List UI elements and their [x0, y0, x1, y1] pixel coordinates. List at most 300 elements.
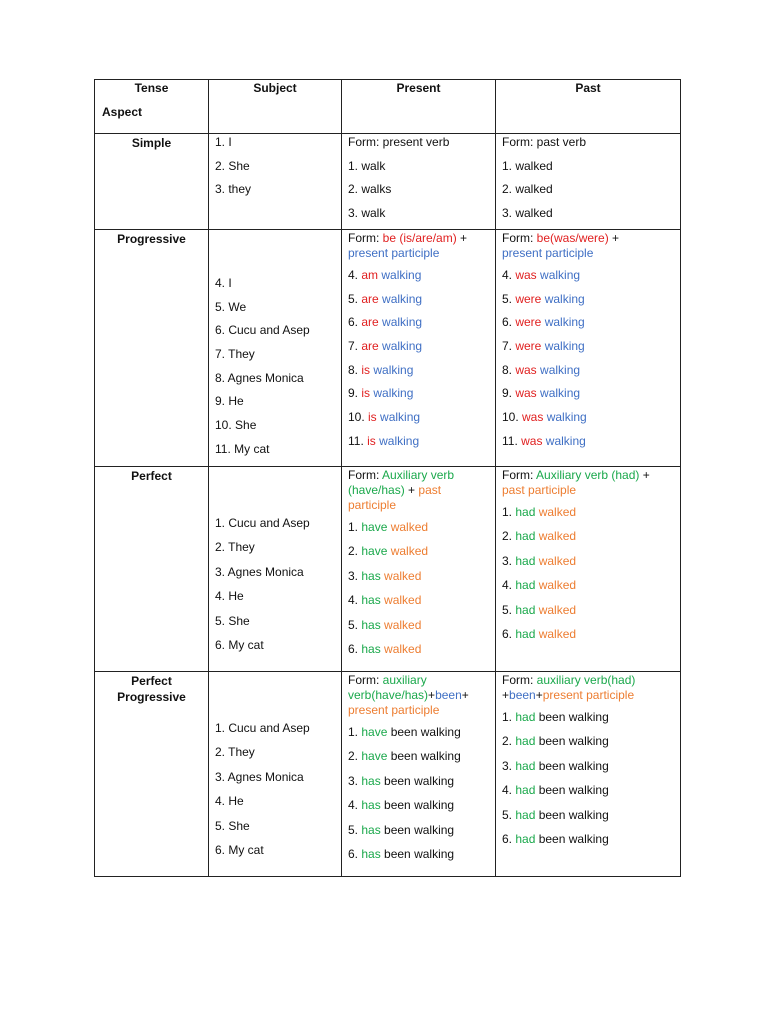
text-segment: 5.	[348, 822, 362, 837]
text-segment: 7.	[348, 339, 362, 354]
text-segment: 4.	[502, 578, 516, 593]
text-segment: walked	[535, 504, 577, 519]
text-segment: 8.	[502, 362, 516, 377]
form-line	[502, 468, 674, 483]
text-segment: Form:	[348, 467, 383, 482]
past-form-rule	[502, 231, 674, 261]
text-segment: was	[515, 268, 537, 282]
text-segment: had	[515, 529, 536, 544]
form-line	[348, 498, 489, 513]
text-segment: Form: past verb	[502, 135, 587, 149]
text-segment: 6.	[502, 627, 516, 642]
text-segment: walked	[535, 578, 577, 593]
present-example-item	[348, 339, 489, 354]
text-segment: walked	[535, 529, 577, 544]
text-segment: +	[428, 687, 436, 702]
present-cell	[342, 671, 496, 876]
text-segment: 5.	[348, 617, 362, 632]
past-example-item	[502, 529, 674, 544]
text-segment: have	[361, 724, 388, 739]
present-example-item	[348, 798, 489, 813]
subject-item: 5. She	[215, 613, 250, 628]
text-segment: walking	[541, 339, 585, 354]
text-segment: has	[361, 773, 381, 788]
present-content	[342, 134, 495, 221]
text-segment: Form: present verb	[348, 135, 450, 149]
form-line	[348, 135, 489, 150]
text-segment: had	[515, 578, 536, 593]
form-line	[348, 673, 489, 688]
aspect-label-line-2: Progressive	[117, 689, 186, 704]
text-segment: walked	[535, 553, 577, 568]
text-segment: been walking	[380, 798, 455, 813]
past-example-item	[502, 783, 674, 798]
subject-list	[209, 230, 341, 457]
present-example-item	[348, 847, 489, 862]
text-segment: been walking	[380, 773, 455, 788]
aspect-cell	[95, 671, 209, 876]
subject-item: 4. He	[215, 794, 244, 809]
present-form-rule	[348, 468, 489, 513]
text-segment: walked	[380, 642, 422, 657]
form-line	[502, 135, 674, 150]
text-segment: walking	[378, 268, 422, 282]
form-line	[348, 231, 489, 246]
text-segment: walking	[541, 315, 585, 330]
present-example-item	[348, 410, 489, 425]
past-example-item	[502, 434, 674, 449]
header-past-cell	[496, 80, 681, 134]
text-segment: been walking	[535, 783, 609, 798]
subject-item: 6. My cat	[215, 843, 264, 858]
aspect-label-line-1: Perfect	[131, 673, 172, 688]
text-segment: 5.	[348, 291, 362, 306]
text-segment: 11.	[348, 433, 368, 448]
text-segment: 4.	[348, 268, 362, 282]
text-segment: 1. walked	[502, 158, 553, 173]
text-segment: Auxiliary verb (had)	[536, 467, 640, 482]
subject-item: 5. She	[215, 818, 250, 833]
text-segment: was	[521, 433, 543, 448]
past-example-item	[502, 554, 674, 569]
text-segment: Form:	[502, 467, 537, 482]
present-cell	[342, 230, 496, 467]
form-line	[348, 483, 489, 498]
past-example-item	[502, 710, 674, 725]
text-segment: present participle	[348, 702, 440, 717]
past-cell	[496, 230, 681, 467]
text-segment: walking	[370, 362, 414, 377]
text-segment: was	[515, 362, 537, 377]
text-segment: is	[361, 362, 371, 377]
text-segment: have	[361, 749, 388, 764]
text-segment: 4.	[502, 783, 516, 798]
present-example-item	[348, 774, 489, 789]
text-segment: walking	[378, 315, 423, 330]
past-example-item	[502, 808, 674, 823]
subject-item: 3. they	[215, 182, 252, 196]
present-example-item	[348, 569, 489, 584]
present-form-rule	[348, 231, 489, 261]
subject-item: 1. I	[215, 135, 232, 149]
subject-item: 7. They	[215, 347, 255, 362]
subject-item: 1. Cucu and Asep	[215, 515, 310, 530]
text-segment: been walking	[535, 758, 609, 773]
past-example-item	[502, 363, 674, 378]
text-segment: past participle	[502, 482, 577, 497]
text-segment: 6.	[502, 315, 516, 330]
text-segment: auxiliary	[382, 672, 427, 687]
header-tense-aspect-cell	[95, 80, 209, 134]
present-form-rule	[348, 673, 489, 718]
subject-item: 2. They	[215, 745, 255, 760]
past-example-item	[502, 627, 674, 642]
text-segment: +	[608, 231, 620, 245]
text-segment: walking	[378, 291, 423, 306]
present-content	[342, 230, 495, 449]
text-segment: auxiliary verb(had)	[536, 672, 636, 687]
simple-row	[95, 134, 681, 230]
aspect-label: Perfect	[131, 468, 172, 483]
present-example-item	[348, 725, 489, 740]
text-segment: been walking	[535, 709, 609, 724]
text-segment: has	[361, 642, 381, 657]
text-segment: walked	[535, 602, 577, 617]
header-tense-label: Tense	[134, 81, 169, 95]
present-example-item	[348, 386, 489, 401]
past-content	[496, 230, 680, 449]
past-form-rule	[502, 135, 674, 150]
subject-item: 3. Agnes Monica	[215, 564, 304, 579]
text-segment: 3. walked	[502, 205, 553, 220]
text-segment: were	[515, 291, 542, 306]
aspect-label: Simple	[131, 136, 172, 150]
past-example-item	[502, 578, 674, 593]
text-segment: has	[361, 568, 381, 583]
text-segment: verb(have/has)	[348, 687, 429, 702]
form-line	[502, 231, 674, 246]
text-segment: Auxiliary verb	[382, 467, 455, 482]
text-segment: had	[515, 734, 536, 749]
text-segment: +	[461, 687, 469, 702]
text-segment: Form:	[502, 672, 537, 687]
text-segment: walking	[541, 291, 585, 306]
text-segment: is	[361, 386, 371, 401]
subject-item: 5. We	[215, 299, 247, 314]
text-segment: +	[456, 231, 468, 245]
text-segment: 5.	[502, 291, 516, 306]
text-segment: 4.	[348, 798, 362, 813]
text-segment: walking	[370, 386, 414, 401]
present-example-item	[348, 315, 489, 330]
subject-cell	[209, 466, 342, 671]
text-segment: 2.	[348, 544, 362, 559]
present-example-item	[348, 159, 489, 174]
past-cell	[496, 134, 681, 230]
text-segment: Form:	[348, 672, 383, 687]
subject-cell	[209, 230, 342, 467]
text-segment: walked	[387, 519, 429, 534]
text-segment: +	[404, 482, 419, 497]
text-segment: +	[535, 687, 543, 702]
text-segment: been	[435, 687, 462, 702]
text-segment: been walking	[387, 724, 461, 739]
subject-item: 2. They	[215, 540, 255, 555]
text-segment: walking	[378, 339, 423, 354]
text-segment: are	[361, 339, 379, 354]
text-segment: be (is/are/am)	[382, 231, 457, 245]
present-example-item	[348, 206, 489, 221]
present-example-item	[348, 823, 489, 838]
text-segment: present participle	[542, 687, 635, 702]
subject-item: 4. He	[215, 589, 244, 604]
text-segment: walked	[380, 593, 422, 608]
past-example-item	[502, 206, 674, 221]
text-segment: were	[515, 315, 542, 330]
text-segment: had	[515, 807, 536, 822]
text-segment: has	[361, 798, 381, 813]
subject-item: 4. I	[215, 276, 232, 290]
form-line	[348, 468, 489, 483]
text-segment: was	[522, 410, 544, 425]
past-example-item	[502, 832, 674, 847]
past-example-item	[502, 386, 674, 401]
text-segment: 8.	[348, 362, 362, 377]
header-present-label: Present	[396, 81, 441, 95]
form-line	[348, 246, 489, 261]
text-segment: 5.	[502, 602, 516, 617]
text-segment: 2. walks	[348, 182, 392, 196]
text-segment: been walking	[535, 734, 609, 749]
text-segment: Form:	[502, 231, 537, 245]
subject-cell	[209, 134, 342, 230]
subject-item: 8. Agnes Monica	[215, 370, 304, 385]
past-example-item	[502, 268, 674, 283]
past-example-item	[502, 603, 674, 618]
text-segment: 9.	[502, 386, 516, 401]
text-segment: past	[418, 482, 442, 497]
past-form-rule	[502, 468, 674, 498]
text-segment: walking	[376, 410, 421, 425]
text-segment: 2. walked	[502, 182, 553, 196]
present-example-item	[348, 268, 489, 283]
text-segment: (have/has)	[348, 482, 405, 497]
subject-list	[209, 672, 341, 859]
text-segment: 3.	[502, 758, 516, 773]
present-example-item	[348, 520, 489, 535]
text-segment: +	[639, 467, 650, 482]
text-segment: has	[361, 593, 381, 608]
present-cell	[342, 466, 496, 671]
text-segment: Form:	[348, 231, 383, 245]
text-segment: have	[361, 519, 388, 534]
text-segment: walking	[543, 410, 587, 425]
text-segment: 10.	[348, 410, 369, 425]
form-line	[502, 246, 674, 261]
header-aspect-label: Aspect	[102, 105, 143, 119]
past-example-item	[502, 734, 674, 749]
text-segment: +	[502, 687, 510, 702]
present-cell	[342, 134, 496, 230]
text-segment: 3.	[348, 773, 362, 788]
subject-item: 9. He	[215, 394, 244, 409]
text-segment: been walking	[535, 807, 609, 822]
past-example-item	[502, 759, 674, 774]
subject-item: 6. My cat	[215, 638, 264, 653]
present-example-item	[348, 363, 489, 378]
aspect-cell	[95, 134, 209, 230]
present-example-item	[348, 642, 489, 657]
text-segment: had	[515, 832, 536, 847]
perfect-progressive-row	[95, 671, 681, 876]
form-line	[502, 688, 674, 703]
text-segment: walking	[542, 433, 586, 448]
text-segment: been walking	[380, 822, 455, 837]
text-segment: 4.	[348, 593, 362, 608]
text-segment: had	[515, 709, 536, 724]
text-segment: 11.	[502, 433, 522, 448]
text-segment: present participle	[502, 246, 594, 260]
subject-list	[209, 467, 341, 654]
text-segment: 10.	[502, 410, 523, 425]
text-segment: walking	[536, 386, 581, 401]
text-segment: walking	[536, 362, 581, 377]
text-segment: have	[361, 544, 388, 559]
form-line	[502, 673, 674, 688]
aspect-label: Progressive	[117, 232, 186, 246]
text-segment: walked	[387, 544, 429, 559]
text-segment: 1.	[502, 709, 516, 724]
past-content	[496, 672, 680, 848]
text-segment: am	[361, 268, 379, 282]
text-segment: has	[361, 847, 381, 862]
present-content	[342, 467, 495, 658]
text-segment: be(was/were)	[536, 231, 609, 245]
header-subject-label: Subject	[253, 81, 297, 95]
form-line	[502, 483, 674, 498]
text-segment: was	[515, 386, 537, 401]
text-segment: 3.	[502, 553, 516, 568]
past-content	[496, 467, 680, 643]
text-segment: walked	[535, 627, 577, 642]
text-segment: were	[515, 339, 542, 354]
aspect-cell	[95, 466, 209, 671]
text-segment: 7.	[502, 339, 516, 354]
past-content	[496, 134, 680, 221]
header-present-cell	[342, 80, 496, 134]
header-subject-cell	[209, 80, 342, 134]
text-segment: 9.	[348, 386, 362, 401]
subject-list	[209, 134, 341, 197]
text-segment: had	[515, 504, 536, 519]
header-past-label: Past	[575, 81, 601, 95]
text-segment: 1. walk	[348, 158, 386, 173]
text-segment: walked	[380, 568, 422, 583]
present-form-rule	[348, 135, 489, 150]
text-segment: is	[368, 410, 377, 425]
text-segment: had	[515, 758, 536, 773]
tense-aspect-table	[94, 79, 681, 877]
subject-item: 11. My cat	[215, 441, 270, 456]
present-example-item	[348, 434, 489, 449]
text-segment: 6.	[348, 315, 362, 330]
text-segment: walking	[536, 268, 581, 282]
text-segment: been walking	[380, 847, 455, 862]
past-example-item	[502, 505, 674, 520]
text-segment: had	[515, 602, 536, 617]
past-example-item	[502, 315, 674, 330]
subject-item: 10. She	[215, 418, 257, 433]
text-segment: participle	[348, 497, 397, 512]
text-segment: are	[361, 291, 379, 306]
text-segment: are	[361, 315, 379, 330]
text-segment: is	[367, 433, 376, 448]
text-segment: 1.	[502, 504, 516, 519]
header-row	[95, 80, 681, 134]
text-segment: 1.	[348, 519, 362, 534]
present-example-item	[348, 618, 489, 633]
past-form-rule	[502, 673, 674, 703]
text-segment: been walking	[535, 832, 609, 847]
subject-item: 6. Cucu and Asep	[215, 323, 310, 338]
text-segment: been walking	[387, 749, 461, 764]
text-segment: 6.	[348, 847, 362, 862]
text-segment: 5.	[502, 807, 516, 822]
text-segment: walked	[380, 617, 422, 632]
text-segment: 3.	[348, 568, 362, 583]
aspect-cell	[95, 230, 209, 467]
text-segment: been	[509, 687, 536, 702]
present-content	[342, 672, 495, 863]
text-segment: present participle	[348, 246, 440, 260]
text-segment: has	[361, 617, 381, 632]
text-segment: walking	[375, 433, 420, 448]
subject-item: 3. Agnes Monica	[215, 769, 304, 784]
subject-item: 2. She	[215, 158, 250, 173]
present-example-item	[348, 292, 489, 307]
past-example-item	[502, 410, 674, 425]
present-example-item	[348, 544, 489, 559]
progressive-row	[95, 230, 681, 467]
text-segment: 6.	[502, 832, 516, 847]
present-example-item	[348, 749, 489, 764]
text-segment: 1.	[348, 724, 362, 739]
text-segment: 3. walk	[348, 205, 386, 220]
text-segment: had	[515, 553, 536, 568]
subject-item: 1. Cucu and Asep	[215, 720, 310, 735]
text-segment: had	[515, 627, 536, 642]
subject-cell	[209, 671, 342, 876]
past-cell	[496, 671, 681, 876]
past-cell	[496, 466, 681, 671]
past-example-item	[502, 292, 674, 307]
past-example-item	[502, 159, 674, 174]
present-example-item	[348, 593, 489, 608]
form-line	[348, 703, 489, 718]
text-segment: 2.	[502, 529, 516, 544]
text-segment: 2.	[348, 749, 362, 764]
form-line	[348, 688, 489, 703]
text-segment: has	[361, 822, 381, 837]
text-segment: 6.	[348, 642, 362, 657]
text-segment: 4.	[502, 268, 516, 282]
past-example-item	[502, 182, 674, 197]
present-example-item	[348, 182, 489, 197]
text-segment: had	[515, 783, 536, 798]
past-example-item	[502, 339, 674, 354]
text-segment: 2.	[502, 734, 516, 749]
perfect-row	[95, 466, 681, 671]
